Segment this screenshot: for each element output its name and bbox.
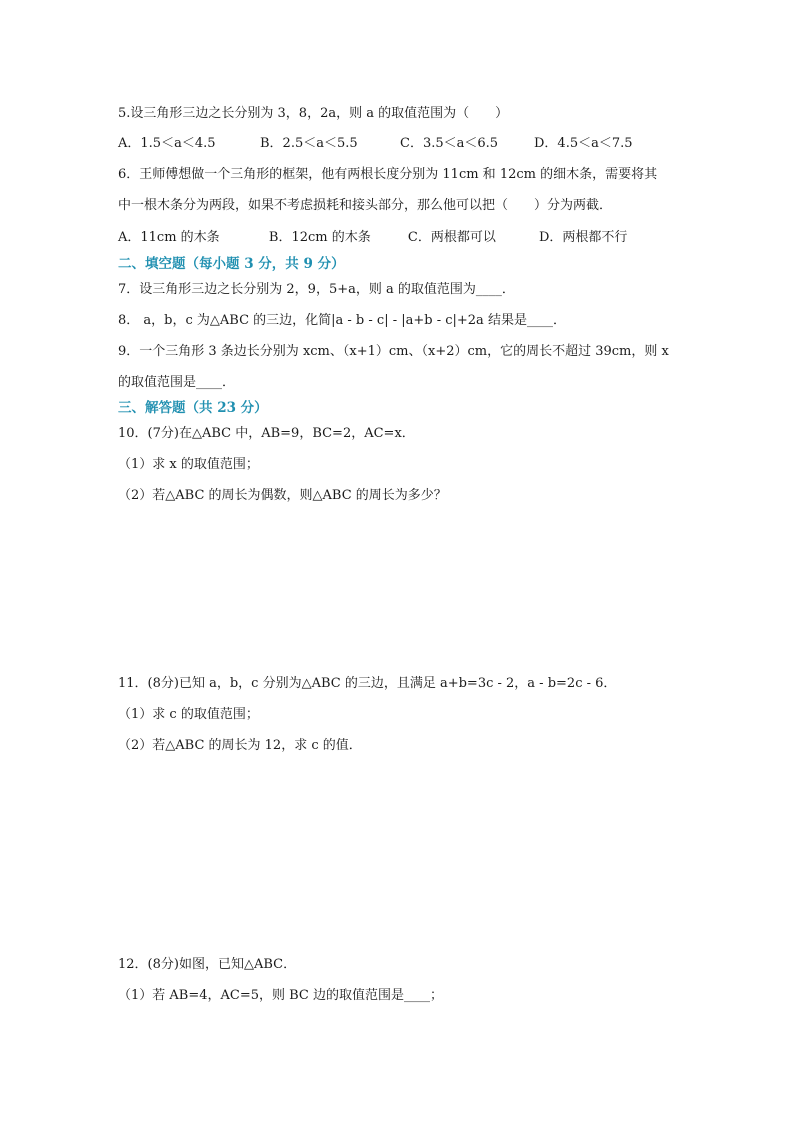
- q5-option-c: C．3.5＜a＜6.5: [400, 136, 499, 151]
- q6-option-b: B．12cm 的木条: [268, 230, 371, 245]
- q11-part2: （2）若△ABC 的周长为 12，求 c 的值．: [118, 738, 362, 753]
- q6-option-d: D．两根都不行: [538, 230, 628, 245]
- q5-option-a: A．1.5＜a＜4.5: [118, 136, 216, 151]
- q5-options: [118, 134, 678, 154]
- q10-stem: 10．(7分)在△ABC 中，AB=9，BC=2，AC=x．: [118, 426, 415, 441]
- q5-stem: 5.设三角形三边之长分别为 3，8，2a，则 a 的取值范围为（ ）: [118, 106, 509, 121]
- q6-stem-line1: 6．王师傅想做一个三角形的框架，他有两根长度分别为 11cm 和 12cm 的细木条，需要将其: [118, 167, 658, 182]
- q6-option-c: C．两根都可以: [407, 230, 496, 245]
- q9-line2: 的取值范围是____．: [118, 375, 236, 390]
- q12-part1: （1）若 AB=4，AC=5，则 BC 边的取值范围是____；: [118, 988, 444, 1003]
- q8-text: 8． a，b，c 为△ABC 的三边，化简|a - b - c| - |a+b - c|+2a 结果是____．: [118, 313, 566, 328]
- q11-part1: （1）求 c 的取值范围；: [118, 707, 259, 722]
- q10-part1: （1）求 x 的取值范围；: [118, 457, 259, 472]
- q10-part2: （2）若△ABC 的周长为偶数，则△ABC 的周长为多少？: [118, 488, 447, 503]
- q5-option-b: B．2.5＜a＜5.5: [260, 136, 358, 151]
- section-heading-solutions: 三、解答题（共 23 分）: [118, 400, 268, 416]
- q6-stem-line2: 中一根木条分为两段，如果不考虑损耗和接头部分，那么他可以把（ ）分为两截．: [118, 198, 613, 213]
- q7-text: 7．设三角形三边之长分别为 2，9，5+a，则 a 的取值范围为____．: [118, 282, 515, 297]
- q12-stem: 12．(8分)如图，已知△ABC．: [118, 957, 297, 972]
- q6-options: [118, 228, 678, 248]
- q5-option-d: D．4.5＜a＜7.5: [534, 136, 633, 151]
- section-heading-fill-in: 二、填空题（每小题 3 分，共 9 分）: [118, 256, 345, 272]
- q9-line1: 9．一个三角形 3 条边长分别为 xcm、（x+1）cm、（x+2）cm，它的周长不超过 39cm，则 x: [118, 344, 669, 359]
- q11-stem: 11．(8分)已知 a，b，c 分别为△ABC 的三边，且满足 a+b=3c - 2，a - b=2c - 6．: [118, 676, 617, 691]
- q6-option-a: A．11cm 的木条: [118, 230, 220, 245]
